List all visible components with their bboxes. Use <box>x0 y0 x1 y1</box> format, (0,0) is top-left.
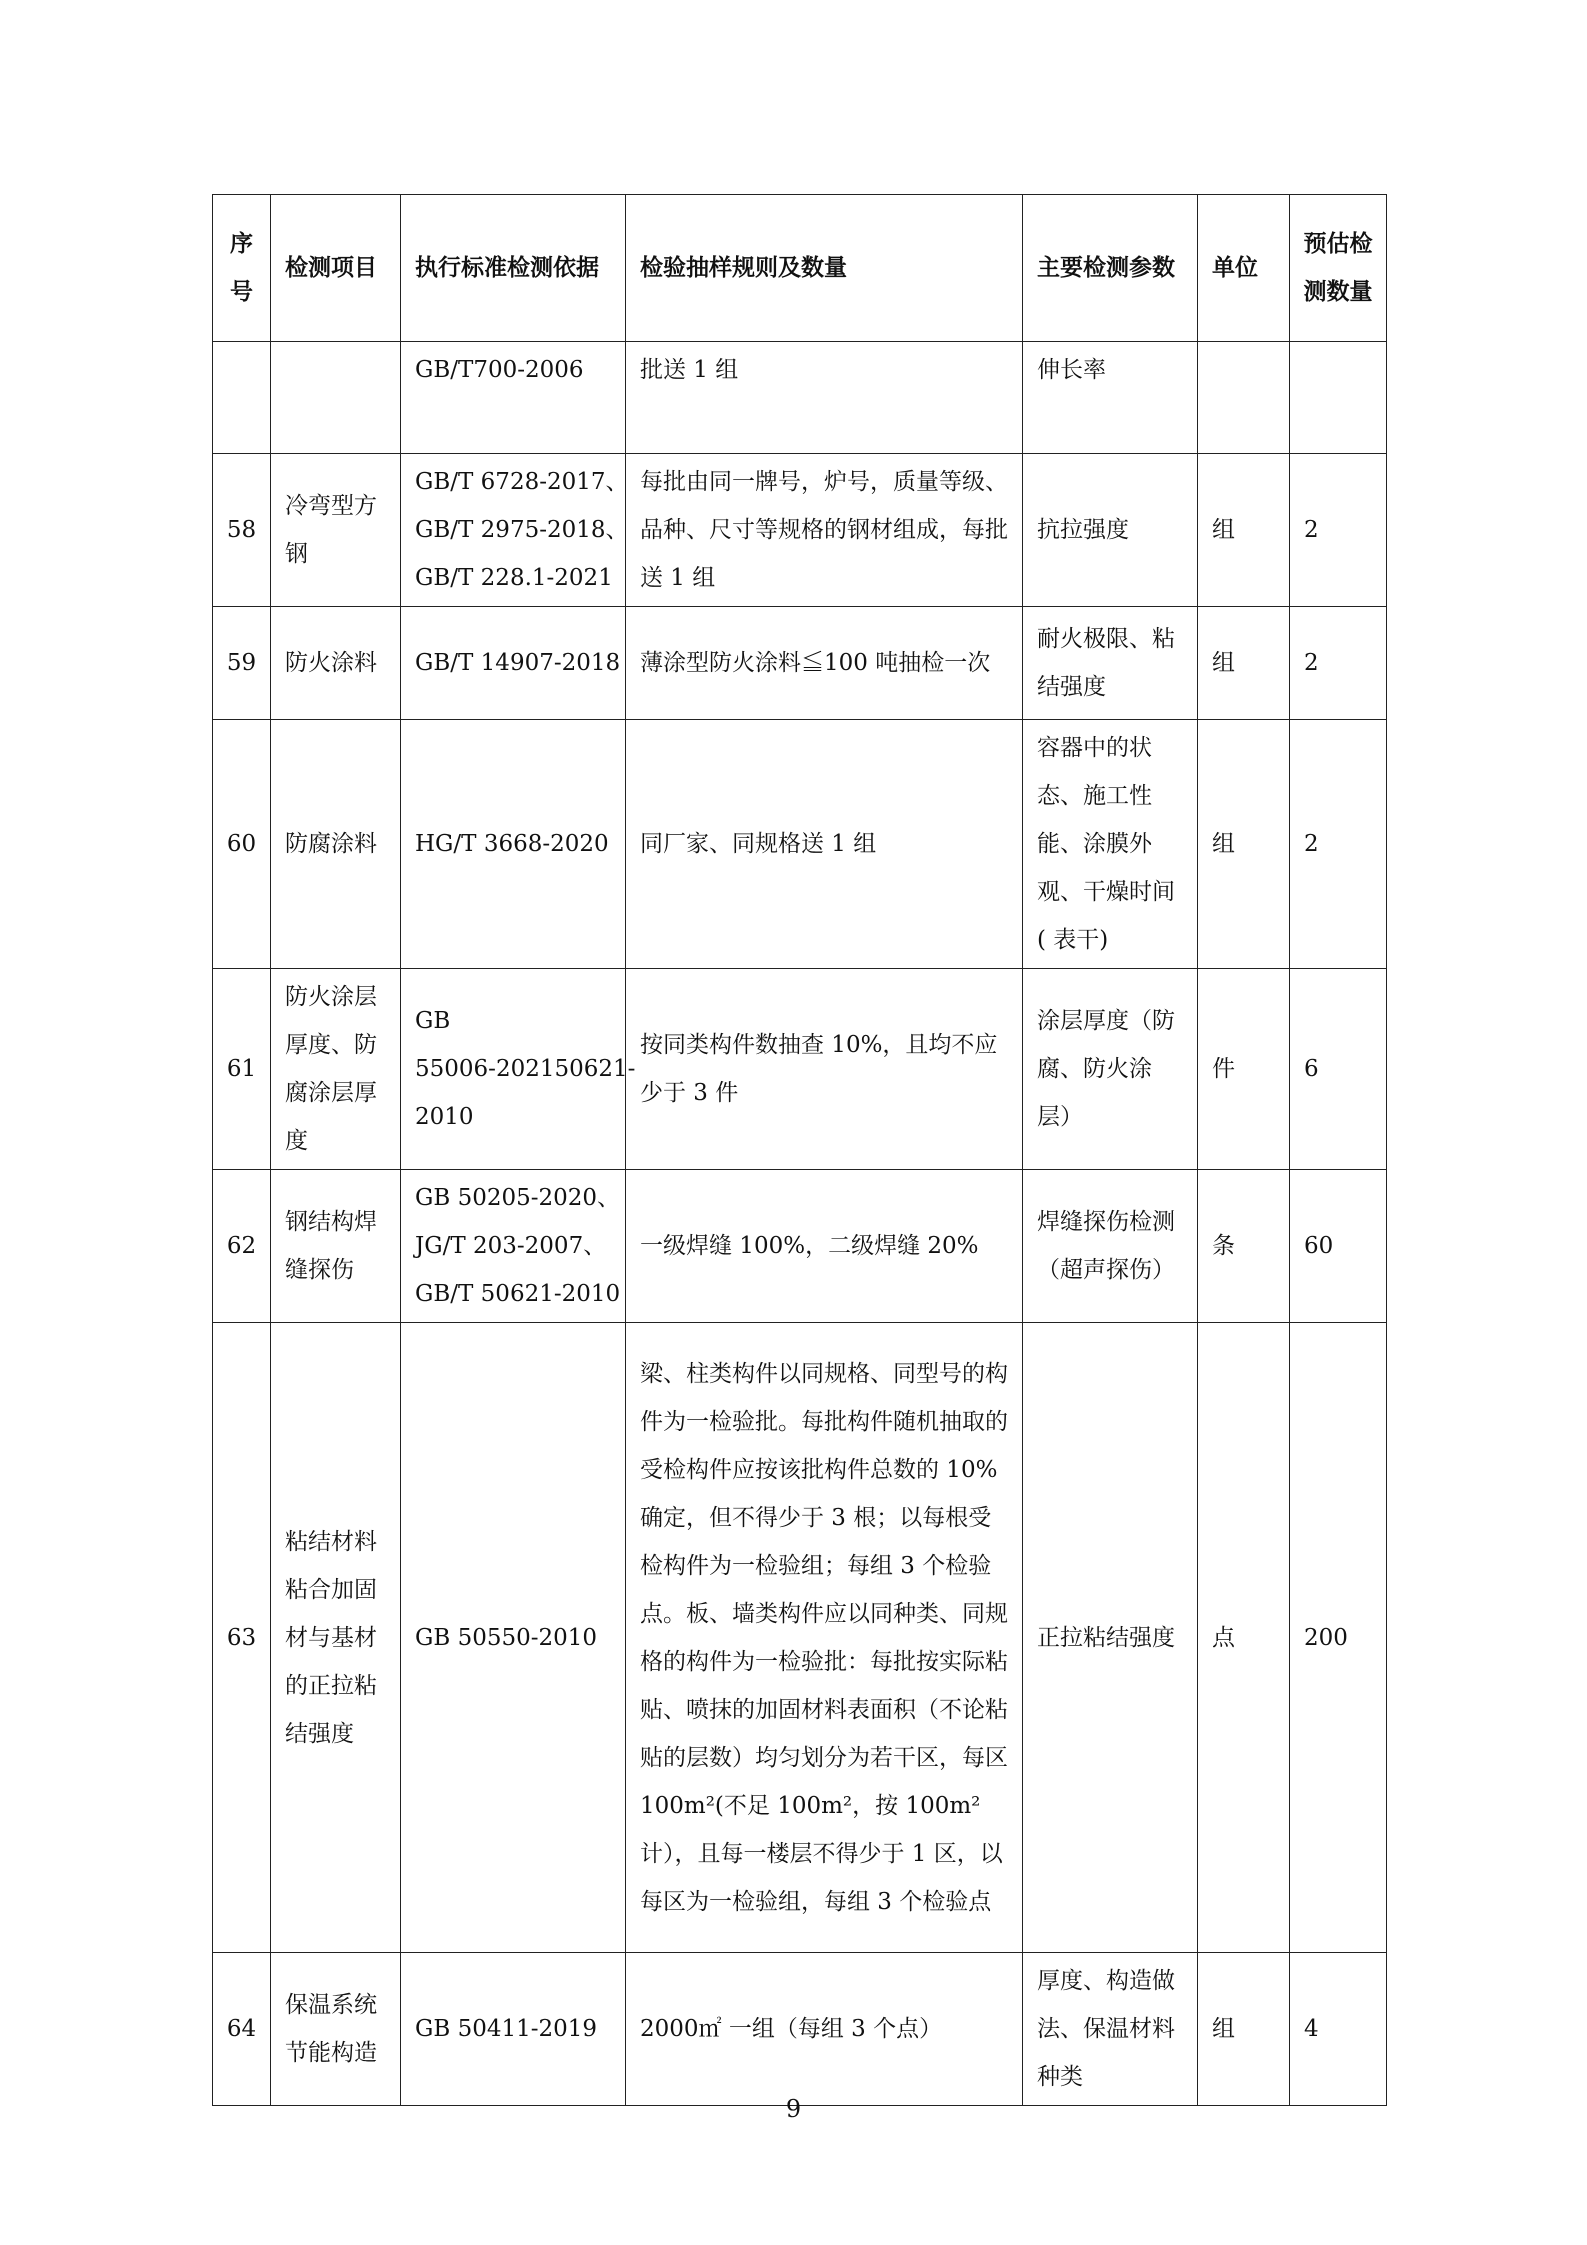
cell-unit: 件 <box>1198 969 1290 1170</box>
cell-no <box>213 342 271 454</box>
standard-line: GB/T 2975-2018、 <box>415 517 629 543</box>
cell-params: 涂层厚度（防腐、防火涂层） <box>1023 969 1198 1170</box>
cell-sampling: 梁、柱类构件以同规格、同型号的构件为一检验批。每批构件随机抽取的受检构件应按该批构件总数的 10%确定，但不得少于 3 根；以每根受检构件为一检验组；每组 3 个检验点。板、墙类构件应以同种类、同规格的构件为一检验批：每批按实际粘贴、喷抹的加固材料表面积（不论粘贴的层数）均匀划分为若干区，每区 100m²(不足 100m²，按 100m²计），且每一楼层不得少于 1 区，以每区为一检验组，每组 3 个检验点 <box>626 1323 1023 1953</box>
cell-estimate: 4 <box>1290 1953 1387 2106</box>
cell-estimate: 2 <box>1290 720 1387 969</box>
cell-standard <box>401 720 626 969</box>
cell-item: 保温系统节能构造 <box>271 1953 401 2106</box>
standard-line: 55006-202150621- <box>415 1056 636 1082</box>
header-standard: 执行标准检测依据 <box>401 195 626 342</box>
cell-estimate: 6 <box>1290 969 1387 1170</box>
cell-estimate: 200 <box>1290 1323 1387 1953</box>
cell-item: 冷弯型方钢 <box>271 454 401 607</box>
cell-sampling: 同厂家、同规格送 1 组 <box>626 720 1023 969</box>
cell-sampling: 2000㎡ 一组（每组 3 个点） <box>626 1953 1023 2106</box>
cell-params: 容器中的状态、施工性能、涂膜外观、干燥时间( 表干) <box>1023 720 1198 969</box>
cell-estimate: 60 <box>1290 1170 1387 1323</box>
header-params: 主要检测参数 <box>1023 195 1198 342</box>
table-row <box>213 969 1387 1170</box>
header-item: 检测项目 <box>271 195 401 342</box>
cell-standard <box>401 1323 626 1953</box>
cell-item: 防火涂料 <box>271 607 401 720</box>
cell-unit <box>1198 342 1290 454</box>
standard-line: GB 50550-2010 <box>415 1624 598 1651</box>
inspection-table <box>212 194 1387 2106</box>
cell-item: 粘结材料粘合加固材与基材的正拉粘结强度 <box>271 1323 401 1953</box>
standard-line: JG/T 203-2007、 <box>415 1233 607 1259</box>
cell-estimate: 2 <box>1290 607 1387 720</box>
standard-line: GB 50411-2019 <box>415 2016 598 2042</box>
cell-estimate: 2 <box>1290 454 1387 607</box>
cell-no: 59 <box>213 607 271 720</box>
cell-params: 抗拉强度 <box>1023 454 1198 607</box>
header-estimate: 预估检测数量 <box>1290 195 1387 342</box>
cell-params: 正拉粘结强度 <box>1023 1323 1198 1953</box>
cell-item <box>271 342 401 454</box>
standard-line: GB/T 14907-2018 <box>415 650 621 676</box>
cell-no: 62 <box>213 1170 271 1323</box>
cell-standard <box>401 969 636 1170</box>
standard-line: GB <box>415 1008 451 1034</box>
cell-estimate <box>1290 342 1387 454</box>
standard-line: GB/T 6728-2017、 <box>415 469 629 495</box>
standard-line: 2010 <box>415 1104 474 1130</box>
table-row <box>213 454 1387 607</box>
standard-line: HG/T 3668-2020 <box>415 831 609 857</box>
cell-item: 防火涂层厚度、防腐涂层厚度 <box>271 969 401 1170</box>
table-row <box>213 607 1387 720</box>
cell-standard <box>401 454 629 607</box>
header-sampling: 检验抽样规则及数量 <box>626 195 1023 342</box>
cell-item: 防腐涂料 <box>271 720 401 969</box>
cell-no: 60 <box>213 720 271 969</box>
table-header-row <box>213 195 1387 342</box>
cell-standard <box>401 1170 626 1323</box>
cell-no: 64 <box>213 1953 271 2106</box>
standard-line: GB/T700-2006 <box>415 357 584 383</box>
table-row <box>213 1170 1387 1323</box>
cell-standard <box>401 1953 626 2106</box>
table-row <box>213 1323 1387 1953</box>
cell-unit: 组 <box>1198 720 1290 969</box>
cell-sampling: 一级焊缝 100%，二级焊缝 20% <box>626 1170 1023 1323</box>
standard-line: GB 50205-2020、 <box>415 1185 621 1211</box>
cell-standard <box>401 342 626 454</box>
header-no: 序号 <box>213 195 271 342</box>
standard-line: GB/T 228.1-2021 <box>415 565 613 591</box>
cell-no: 63 <box>213 1323 271 1953</box>
cell-unit: 点 <box>1198 1323 1290 1953</box>
standard-line: GB/T 50621-2010 <box>415 1281 621 1307</box>
cell-params: 焊缝探伤检测（超声探伤） <box>1023 1170 1198 1323</box>
cell-unit: 条 <box>1198 1170 1290 1323</box>
table-row <box>213 342 1387 454</box>
cell-unit: 组 <box>1198 454 1290 607</box>
cell-standard <box>401 607 626 720</box>
cell-params: 厚度、构造做法、保温材料种类 <box>1023 1953 1198 2106</box>
cell-item: 钢结构焊缝探伤 <box>271 1170 401 1323</box>
table-row <box>213 1953 1387 2106</box>
cell-sampling: 批送 1 组 <box>626 342 1023 454</box>
cell-sampling: 每批由同一牌号，炉号，质量等级、品种、尺寸等规格的钢材组成，每批送 1 组 <box>626 454 1023 607</box>
header-unit: 单位 <box>1198 195 1290 342</box>
cell-unit: 组 <box>1198 607 1290 720</box>
cell-no: 61 <box>213 969 271 1170</box>
cell-unit: 组 <box>1198 1953 1290 2106</box>
cell-no: 58 <box>213 454 271 607</box>
cell-sampling: 薄涂型防火涂料≦100 吨抽检一次 <box>626 607 1023 720</box>
page-number: 9 <box>785 2095 802 2123</box>
cell-params: 伸长率 <box>1023 342 1198 454</box>
cell-params: 耐火极限、粘结强度 <box>1023 607 1198 720</box>
table-row <box>213 720 1387 969</box>
cell-sampling: 按同类构件数抽查 10%，且均不应少于 3 件 <box>626 969 1023 1170</box>
